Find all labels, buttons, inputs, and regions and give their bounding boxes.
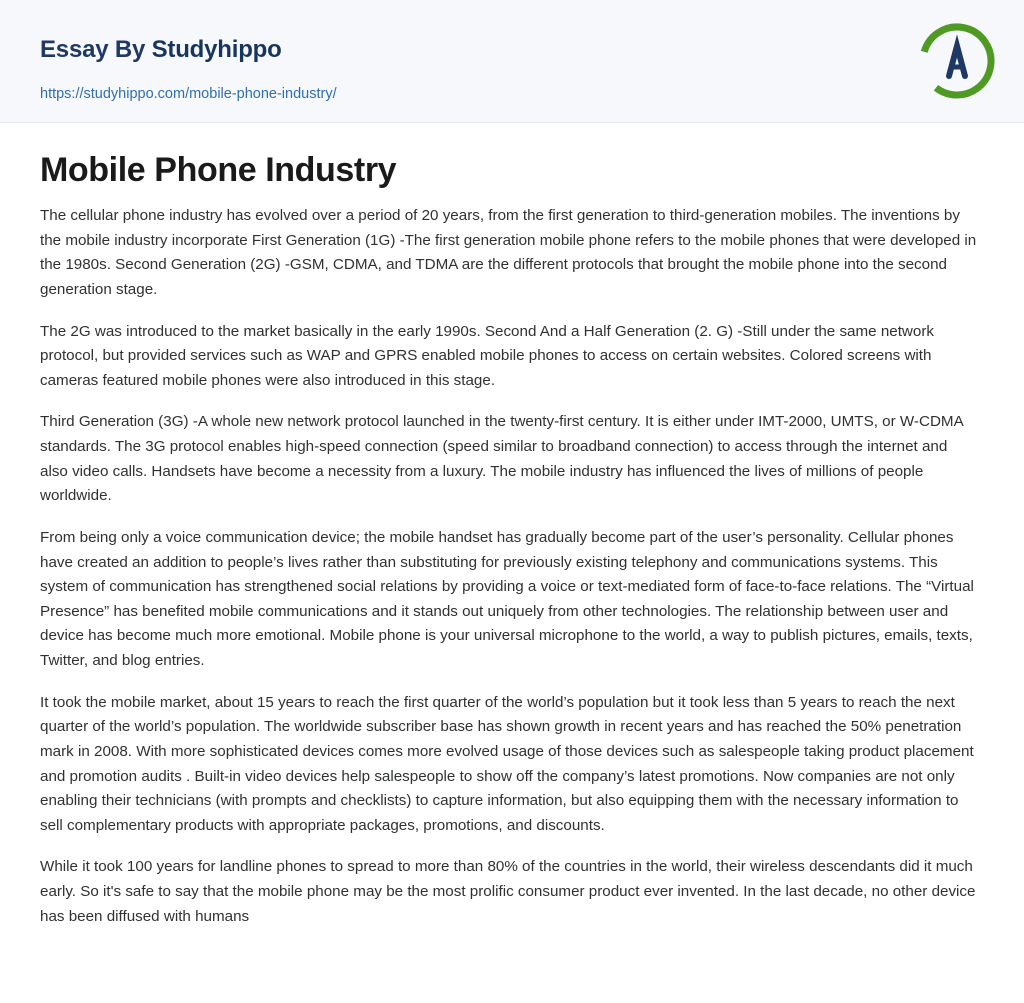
studyhippo-circle-a-logo-icon [918,22,996,100]
essay-content [0,123,1024,929]
site-header [0,0,1024,123]
page-title: Mobile Phone Industry [40,151,397,189]
paragraph: The 2G was introduced to the market basically in the early 1990s. Second And a Half Generation (2. G) -Still under the same network protocol, but provided services such as WAP and GPRS enabled mobile phones to access on certain websites. Colored screens with cameras featured mobile phones were also introduced in this stage. [40,322,934,389]
paragraph: From being only a voice communication device; the mobile handset has gradually become part of the user’s personality. Cellular phones have created an addition to people’s lives rather than substituting for previously existing telephony and communications systems. This system of communication has strengthened social relations by providing a voice or text-mediated form of face-to-face relations. The “Virtual Presence” has benefited mobile communications and it stands out uniquely from other technologies. The relationship between user and device has become much more emotional. Mobile phone is your universal microphone to the world, a way to publish pictures, emails, texts, Twitter, and blog entries. [40,528,974,670]
paragraph: It took the mobile market, about 15 years to reach the first quarter of the world’s population but it took less than 5 years to reach the next quarter of the world’s population. The worldwide subscriber base has shown growth in recent years and has reached the 50% penetration mark in 2008. With more sophisticated devices comes more evolved usage of those devices such as salespeople taking product placement and promotion audits . Built-in video devices help salespeople to show off the company’s latest promotions. Now companies are not only enabling their technicians (with prompts and checklists) to capture information, but also equipping them with the necessary information to sell complementary products with appropriate packages, promotions, and discounts. [40,693,974,834]
source-url-link[interactable]: https://studyhippo.com/mobile-phone-industry/ [40,86,337,102]
brand-name: Studyhippo [151,36,282,63]
brand-title [40,38,282,62]
paragraph: The cellular phone industry has evolved over a period of 20 years, from the first generation to third-generation mobiles. The inventions by the mobile industry incorporate First Generation (1G) -The first generation mobile phone refers to the mobile phones that were developed in the 1980s. Second Generation (2G) -GSM, CDMA, and TDMA are the different protocols that brought the mobile phone into the second generation stage. [40,207,977,298]
paragraph: While it took 100 years for landline phones to spread to more than 80% of the countries in the world, their wireless descendants did it much early. So it's safe to say that the mobile phone may be the most prolific consumer product ever invented. In the last decade, no other device has been diffused with humans [40,858,976,925]
paragraph: Third Generation (3G) -A whole new network protocol launched in the twenty-first century. It is either under IMT-2000, UMTS, or W-CDMA standards. The 3G protocol enables high-speed connection (speed similar to broadband connection) to access through the internet and also video calls. Handsets have become a necessity from a luxury. The mobile industry has influenced the lives of millions of people worldwide. [40,413,963,505]
brand-prefix: Essay By [40,36,152,63]
